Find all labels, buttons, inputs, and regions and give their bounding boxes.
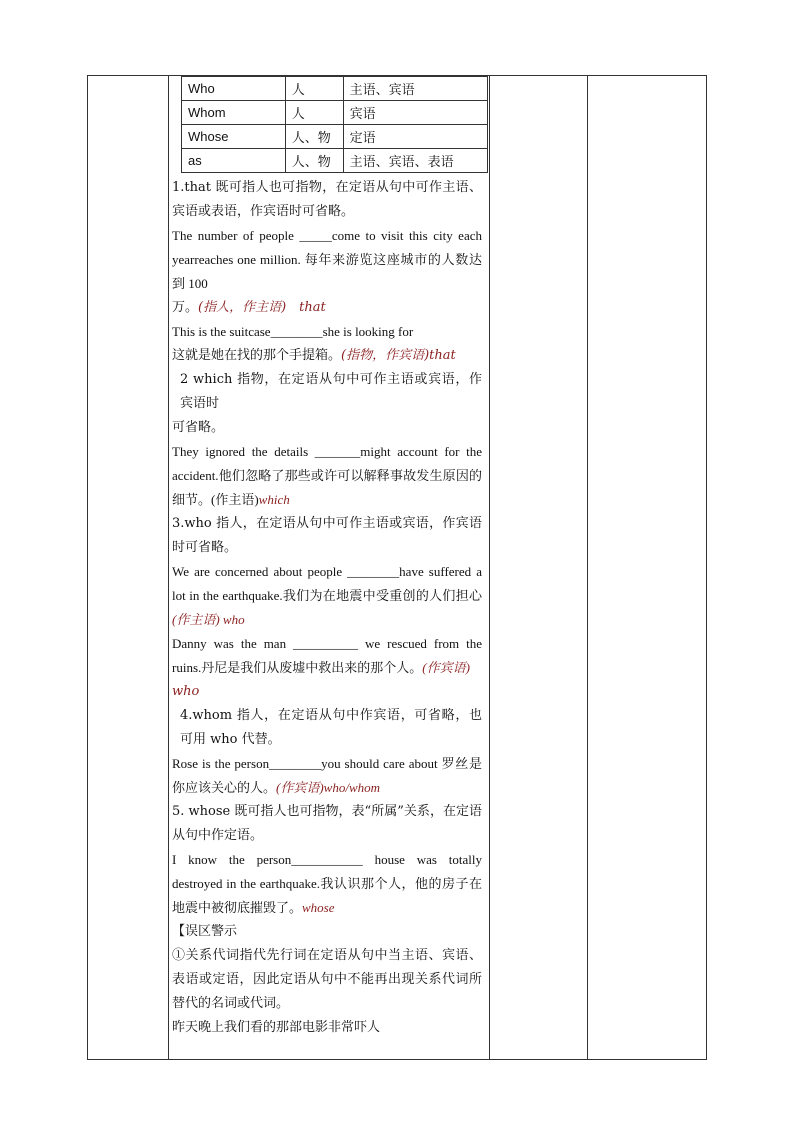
example-sentence <box>172 440 482 512</box>
column-divider <box>489 76 490 1059</box>
column-divider <box>168 76 169 1059</box>
table-cell: 宾语 <box>343 101 487 125</box>
sentence-text: They ignored the details _______might account for the accident.他们忽略了那些或许可以解释事故发生原因的细节。(作主语) <box>172 444 482 507</box>
column-divider <box>587 76 588 1059</box>
table-cell: Whose <box>182 125 286 149</box>
table-cell: Who <box>182 77 286 101</box>
example-sentence <box>172 560 482 632</box>
table-row <box>182 77 488 101</box>
example-sentence <box>172 296 482 320</box>
table-cell: 人 <box>285 101 343 125</box>
table-cell: 人、物 <box>285 149 343 173</box>
sentence-text: We are concerned about people ________have suffered a lot in the earthquake.我们为在地震中受重创的人们担心 <box>172 564 482 603</box>
answer: who <box>172 684 200 699</box>
sentence-text: Danny was the man __________ we rescued from the ruins.丹尼是我们从废墟中救出来的那个人。 <box>172 636 482 675</box>
answer: (指物，作宾语)that <box>341 348 456 363</box>
example-sentence <box>172 344 482 368</box>
table-cell: Whom <box>182 101 286 125</box>
paragraph: 1.that 既可指人也可指物，在定语从句中可作主语、宾语或表语，作宾语时可省略。 <box>172 180 482 219</box>
table-cell: 人、物 <box>285 125 343 149</box>
example-sentence: This is the suitcase________she is looking for <box>172 324 414 339</box>
paragraph: 3.who 指人，在定语从句中可作主语或宾语，作宾语时可省略。 <box>172 516 482 555</box>
sentence-text: 万。 <box>172 300 199 315</box>
answer: which <box>258 492 290 507</box>
example-sentence <box>172 632 482 680</box>
table-cell: 人 <box>285 77 343 101</box>
table-cell: 定语 <box>343 125 487 149</box>
example-sentence <box>172 752 482 800</box>
table-cell: as <box>182 149 286 173</box>
answer: (作宾语)who/whom <box>276 780 381 795</box>
answer: (作主语) who <box>172 612 245 627</box>
relative-pronoun-table <box>181 76 488 173</box>
paragraph: ①关系代词指代先行词在定语从句中当主语、宾语、表语或定语，因此定语从句中不能再出现关系代词所替代的名词或代词。 <box>172 948 482 1011</box>
answer: (指人，作主语) that <box>198 300 326 315</box>
table-cell: 主语、宾语 <box>343 77 487 101</box>
table-row <box>182 149 488 173</box>
answer: whose <box>302 900 335 915</box>
paragraph: 5. whose 既可指人也可指物，表“所属”关系，在定语从句中作定语。 <box>172 804 482 843</box>
table-cell: 主语、宾语、表语 <box>343 149 487 173</box>
section-heading: 【误区警示 <box>172 924 238 939</box>
sentence-text: I know the person___________ house was totally destroyed in the earthquake.我认识那个人，他的房子在地震中被彻底摧毁了。 <box>172 852 482 915</box>
example-sentence: 昨天晚上我们看的那部电影非常吓人 <box>172 1020 381 1035</box>
paragraph: 2 which 指物，在定语从句中可作主语或宾语，作宾语时 <box>180 372 482 411</box>
example-sentence <box>172 680 482 704</box>
table-row <box>182 101 488 125</box>
example-sentence: The number of people _____come to visit this city each yearreaches one million. 每年来游览这座城市的人数达到 100 <box>172 228 482 291</box>
sentence-text: Rose is the person________you should care about 罗丝是你应该关心的人。 <box>172 756 482 795</box>
example-sentence <box>172 848 482 920</box>
sentence-text: 这就是她在找的那个手提箱。 <box>172 348 342 363</box>
table-row <box>182 125 488 149</box>
paragraph: 可省略。 <box>172 420 225 435</box>
lesson-content <box>172 176 482 1040</box>
paragraph: 4.whom 指人，在定语从句中作宾语，可省略，也可用 who 代替。 <box>180 708 482 747</box>
answer: (作宾语) <box>422 660 470 675</box>
